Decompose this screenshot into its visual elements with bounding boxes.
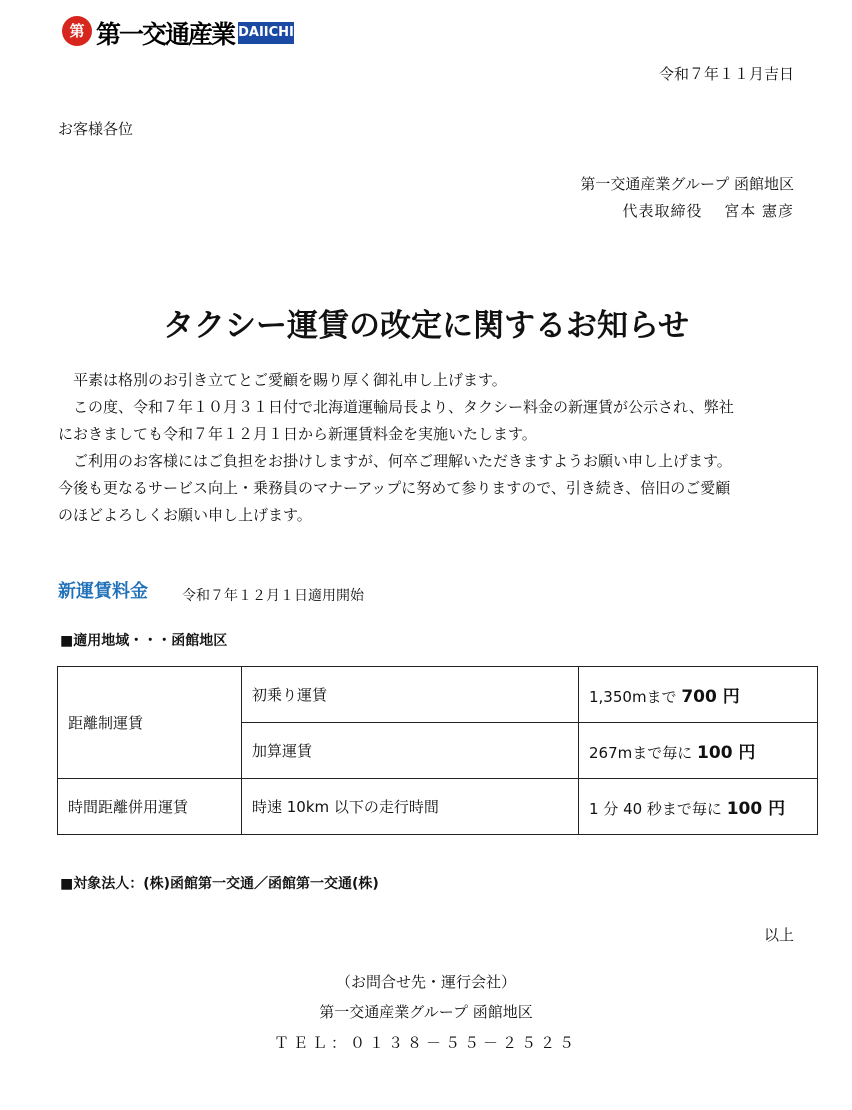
contact-phone: ＴＥＬ：０１３８－５５－２５２５: [273, 1034, 578, 1052]
fare-value: [579, 779, 818, 835]
table-row: [58, 667, 818, 723]
notice-body: [58, 367, 798, 529]
time-fare-category: 時間距離併用運賃: [58, 779, 242, 835]
section-subheading: 令和７年１２月１日適用開始: [182, 588, 364, 604]
issue-date: 令和７年１１月吉日: [658, 65, 794, 83]
body-line: におきましても令和７年１２月１日から新運賃料金を実施いたします。: [58, 425, 537, 443]
body-line: 今後も更なるサービス向上・乗務員のマナーアップに努めて参りますので、引き続き、倍旧のご愛顧: [58, 479, 731, 497]
logo-wordmark: 第一交通産業: [96, 20, 235, 49]
sender-representative: 代表取締役 宮本 憲彦: [622, 202, 794, 220]
fare-item: 時速 10km 以下の走行時間: [242, 779, 579, 835]
sender-company: 第一交通産業グループ 函館地区: [580, 175, 794, 193]
fare-value: [579, 667, 818, 723]
logo-english: DAIICHI: [238, 22, 294, 44]
fare-item: 加算運賃: [242, 723, 579, 779]
fare-table: [57, 666, 818, 835]
fare-amount: 100 円: [697, 743, 756, 763]
contact-heading: （お問合せ先・運行会社）: [335, 973, 516, 991]
company-logo: [62, 12, 302, 52]
fare-item: 初乗り運賃: [242, 667, 579, 723]
fare-amount: 700 円: [681, 687, 740, 707]
logo-emblem: 第: [62, 16, 92, 46]
body-line: この度、令和７年１０月３１日付で北海道運輸局長より、タクシー料金の新運賃が公示され、弊社: [58, 398, 734, 416]
applicable-area: ■適用地域・・・函館地区: [60, 633, 228, 649]
section-heading: 新運賃料金: [58, 581, 148, 602]
fare-condition: 1 分 40 秒まで毎に: [589, 800, 722, 818]
fare-condition: 1,350mまで: [589, 688, 677, 706]
body-line: のほどよろしくお願い申し上げます。: [58, 506, 312, 524]
table-row: [58, 779, 818, 835]
fare-amount: 100 円: [726, 799, 786, 819]
body-line: ご利用のお客様にはご負担をお掛けしますが、何卒ご理解いただきますようお願い申し上げます。: [58, 452, 732, 470]
salutation: お客様各位: [58, 120, 134, 138]
notice-title: タクシー運賃の改定に関するお知らせ: [162, 308, 690, 344]
fare-value: [579, 723, 818, 779]
contact-company: 第一交通産業グループ 函館地区: [319, 1003, 533, 1021]
closing-word: 以上: [763, 926, 794, 944]
target-entities: ■対象法人：(株)函館第一交通／函館第一交通(株): [60, 876, 379, 892]
fare-condition: 267mまで毎に: [589, 744, 693, 762]
distance-fare-category: 距離制運賃: [58, 667, 242, 779]
body-line: 平素は格別のお引き立てとご愛顧を賜り厚く御礼申し上げます。: [58, 371, 507, 389]
